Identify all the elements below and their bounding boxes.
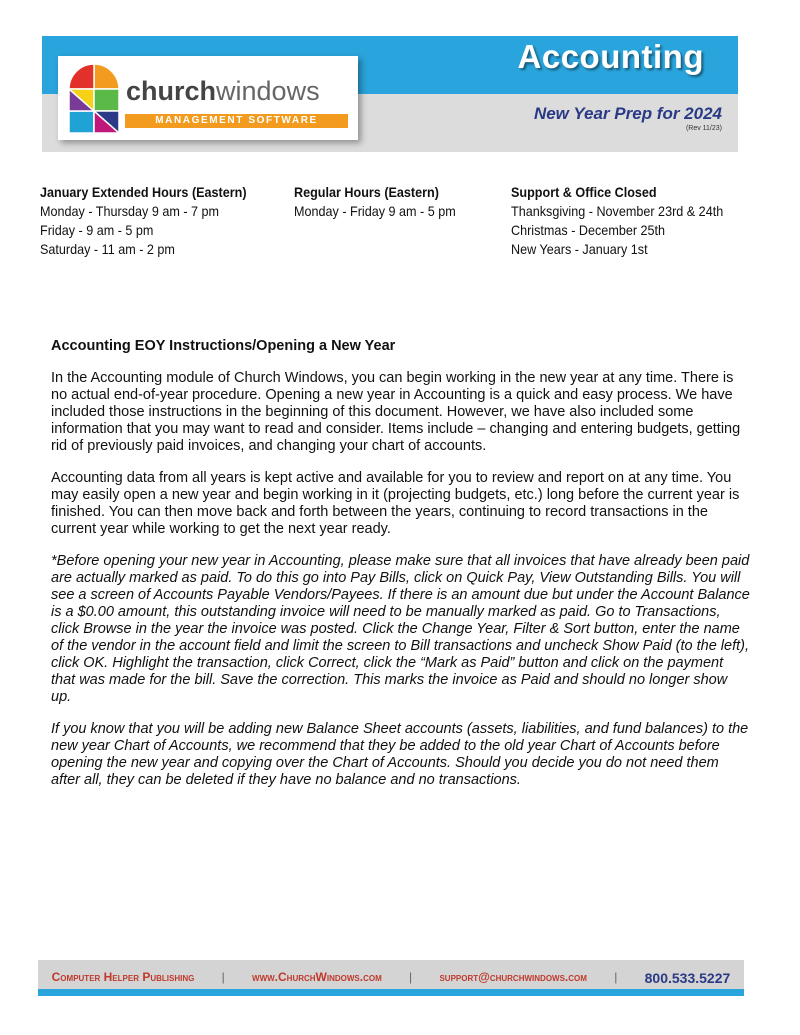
extended-hours-line: Friday - 9 am - 5 pm — [40, 222, 154, 238]
paragraph-data-availability: Accounting data from all years is kept active and available for you to review and report on at any time. You may easily open a new year and begin working in it (projecting budgets, etc.) long before the current year is finished. You can then move back and forth between the years, continuing to record transactions in the current year while working to get the next year ready. — [51, 470, 740, 537]
office-closed-heading: Support & Office Closed — [511, 184, 657, 200]
page-title: Accounting — [517, 38, 704, 75]
footer-contacts — [38, 970, 744, 986]
page-subtitle: New Year Prep for 2024 — [533, 104, 722, 123]
section-heading: Accounting EOY Instructions/Opening a New Year — [51, 338, 396, 354]
regular-hours-heading: Regular Hours (Eastern) — [294, 184, 439, 200]
extended-hours-line: Saturday - 11 am - 2 pm — [40, 241, 175, 257]
logo-word-church: church — [126, 76, 217, 106]
footer-separator: | — [614, 970, 618, 984]
footer-separator: | — [409, 970, 413, 984]
logo-wordmark — [126, 76, 320, 107]
footer-bar — [38, 960, 744, 996]
extended-hours-heading: January Extended Hours (Eastern) — [40, 184, 247, 200]
regular-hours-column — [294, 183, 456, 221]
logo-word-windows: windows — [216, 76, 320, 106]
office-closed-line: Thanksgiving - November 23rd & 24th — [511, 203, 724, 219]
regular-hours-line: Monday - Friday 9 am - 5 pm — [294, 203, 456, 219]
footer-phone: 800.533.5227 — [644, 970, 731, 986]
paragraph-balance-sheet-note: If you know that you will be adding new Balance Sheet accounts (assets, liabilities, and fund balances) to the new year Chart of Accounts, we recommend that they be added to the old year Chart of Accounts before opening the new year and copying over the Chart of Accounts. Should you decide you do not need them after all, they can be deleted if they have no balance and no transactions. — [51, 721, 749, 788]
extended-hours-line: Monday - Thursday 9 am - 7 pm — [40, 203, 220, 219]
churchwindows-logo — [58, 56, 358, 140]
revision-label: (Rev 11/23) — [685, 125, 722, 132]
office-closed-line: Christmas - December 25th — [511, 222, 666, 238]
header-banner — [42, 36, 738, 152]
footer-separator: | — [221, 970, 225, 984]
stained-glass-logo-icon — [66, 61, 122, 135]
paragraph-paid-invoices-note: *Before opening your new year in Accounting, please make sure that all invoices that have already been paid are actually marked as paid. To do this go into Pay Bills, click on Quick Pay, View Outstanding Bills. You will see a screen of Accounts Payable Vendors/Payees. If there is an amount due but under the Account Balance is a $0.00 amount, this outstanding invoice will need to be manually marked as paid. Go to Transactions, click Browse in the year the invoice was posted. Click the Change Year, Filter & Sort button, enter the name of the vendor in the account field and limit the screen to Bill transactions and uncheck Show Paid (to the left), click OK. Highlight the transaction, click Correct, click the “Mark as Paid” button and click on the payment that was made for the bill. Save the correction. This marks the invoice as Paid and should no longer show up. — [51, 553, 750, 705]
footer-company: Computer Helper Publishing — [51, 970, 195, 984]
logo-tagline: MANAGEMENT SOFTWARE — [125, 114, 348, 128]
office-closed-column — [511, 183, 723, 259]
footer-website: www.ChurchWindows.com — [252, 970, 382, 984]
office-closed-line: New Years - January 1st — [511, 241, 648, 257]
paragraph-intro: In the Accounting module of Church Windows, you can begin working in the new year at any time. There is no actual end-of-year procedure. Opening a new year in Accounting is a quick and easy process. We have included those instructions in the beginning of this document. However, we have also included some information that you may want to read and consider. Items include – changing and entering budgets, getting rid of previously paid invoices, and changing your chart of accounts. — [51, 370, 741, 454]
main-content — [51, 338, 751, 804]
extended-hours-column — [40, 183, 247, 259]
footer-email: support@churchwindows.com — [439, 970, 587, 984]
